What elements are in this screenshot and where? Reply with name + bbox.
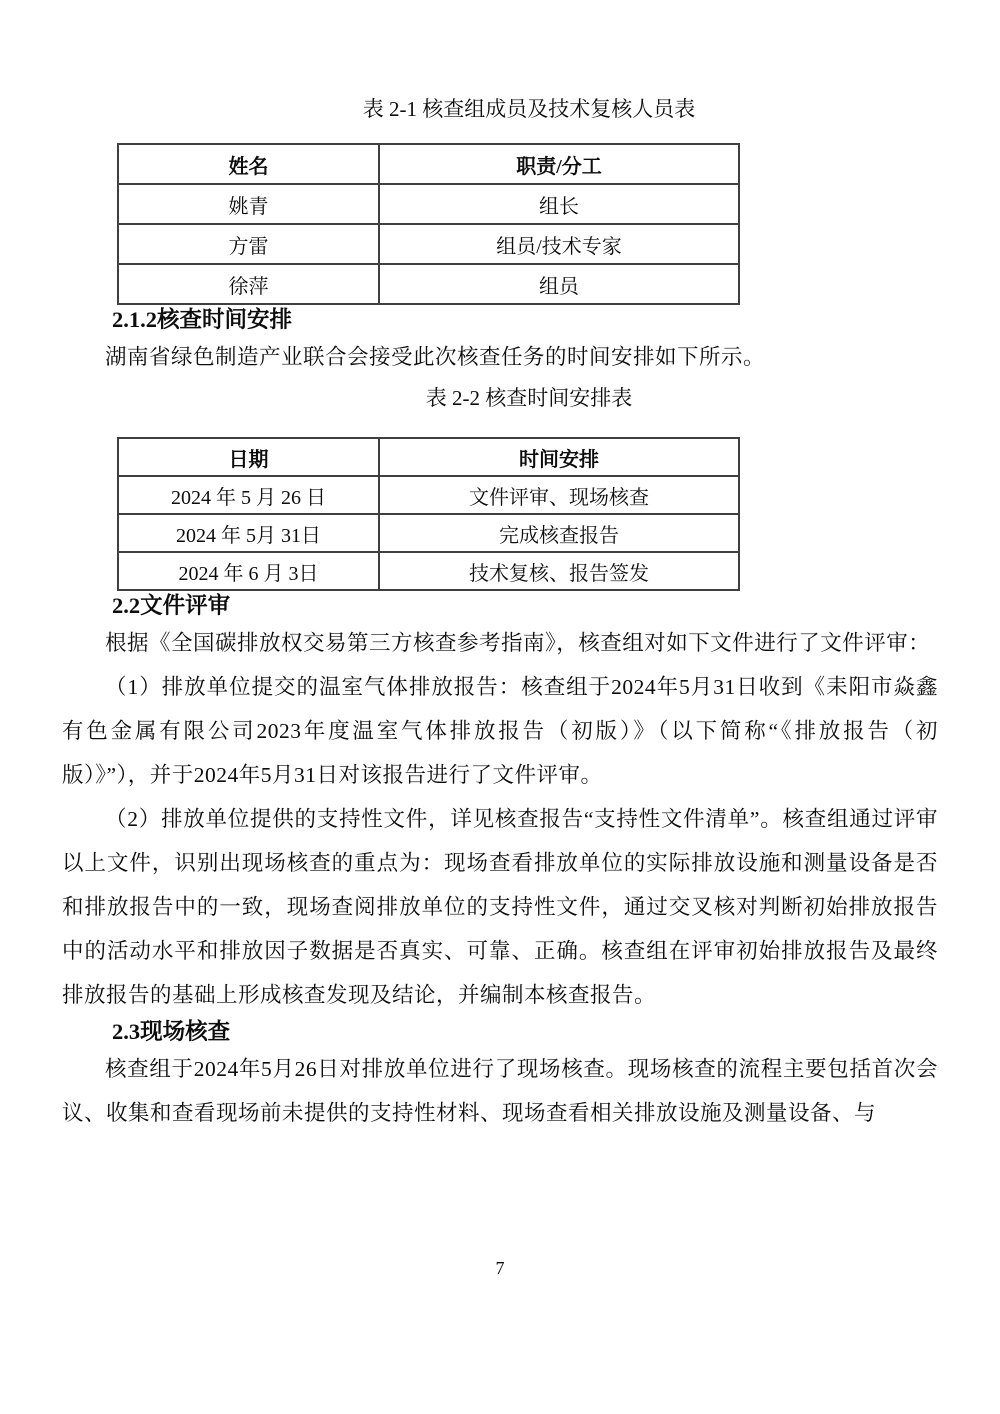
- section-heading-2-2: 2.2文件评审: [112, 593, 231, 618]
- table-cell: 组员: [379, 264, 739, 304]
- table-cell: 文件评审、现场核查: [379, 476, 739, 514]
- table-cell: 2024 年 5月 31日: [118, 514, 379, 552]
- section-heading-2-1-2: 2.1.2核查时间安排: [112, 307, 293, 332]
- table-cell: 方雷: [118, 224, 379, 264]
- table-row: [118, 552, 739, 590]
- table-2-1-caption: 表 2-1 核查组成员及技术复核人员表: [362, 97, 696, 121]
- table-cell: 组员/技术专家: [379, 224, 739, 264]
- page-number: 7: [495, 1258, 505, 1278]
- verification-team-table: [117, 143, 740, 305]
- header-cell-date: 日期: [118, 438, 379, 476]
- table-row: [118, 184, 739, 224]
- paragraph-item-2: （2）排放单位提供的支持性文件，详见核查报告“支持性文件清单”。核查组通过评审以上文件，识别出现场核查的重点为：现场查看排放单位的实际排放设施和测量设备是否和排放报告中的一致，现场查阅排放单位的支持性文件，通过交叉核对判断初始排放报告中的活动水平和排放因子数据是否真实、可靠、正确。核查组在评审初始排放报告及最终排放报告的基础上形成核查发现及结论，并编制本核查报告。: [62, 807, 938, 1007]
- table-cell: 2024 年 6 月 3日: [118, 552, 379, 590]
- paragraph-onsite-verification: 核查组于2024年5月26日对排放单位进行了现场核查。现场核查的流程主要包括首次会议、收集和查看现场前未提供的支持性材料、现场查看相关排放设施及测量设备、与: [62, 1057, 938, 1125]
- header-cell-role: 职责/分工: [379, 144, 739, 184]
- table-cell: 2024 年 5 月 26 日: [118, 476, 379, 514]
- paragraph-document-review-intro: 根据《全国碳排放权交易第三方核查参考指南》，核查组对如下文件进行了文件评审：: [105, 631, 931, 655]
- table-cell: 姚青: [118, 184, 379, 224]
- table-2-2-caption: 表 2-2 核查时间安排表: [425, 386, 633, 410]
- header-cell-arrangement: 时间安排: [379, 438, 739, 476]
- paragraph-item-1: （1）排放单位提交的温室气体排放报告：核查组于2024年5月31日收到《耒阳市焱鑫有色金属有限公司2023年度温室气体排放报告（初版）》（以下简称“《排放报告（初版）》”），并于2024年5月31日对该报告进行了文件评审。: [62, 675, 938, 787]
- table-header-row: [118, 438, 739, 476]
- table-cell: 组长: [379, 184, 739, 224]
- table-row: [118, 514, 739, 552]
- section-heading-2-3: 2.3现场核查: [112, 1019, 231, 1044]
- table-cell: 完成核查报告: [379, 514, 739, 552]
- table-cell: 徐萍: [118, 264, 379, 304]
- paragraph-schedule-intro: 湖南省绿色制造产业联合会接受此次核查任务的时间安排如下所示。: [105, 345, 766, 369]
- table-row: [118, 224, 739, 264]
- table-header-row: [118, 144, 739, 184]
- table-cell: 技术复核、报告签发: [379, 552, 739, 590]
- header-cell-name: 姓名: [118, 144, 379, 184]
- table-row: [118, 476, 739, 514]
- verification-schedule-table: [117, 437, 740, 591]
- table-row: [118, 264, 739, 304]
